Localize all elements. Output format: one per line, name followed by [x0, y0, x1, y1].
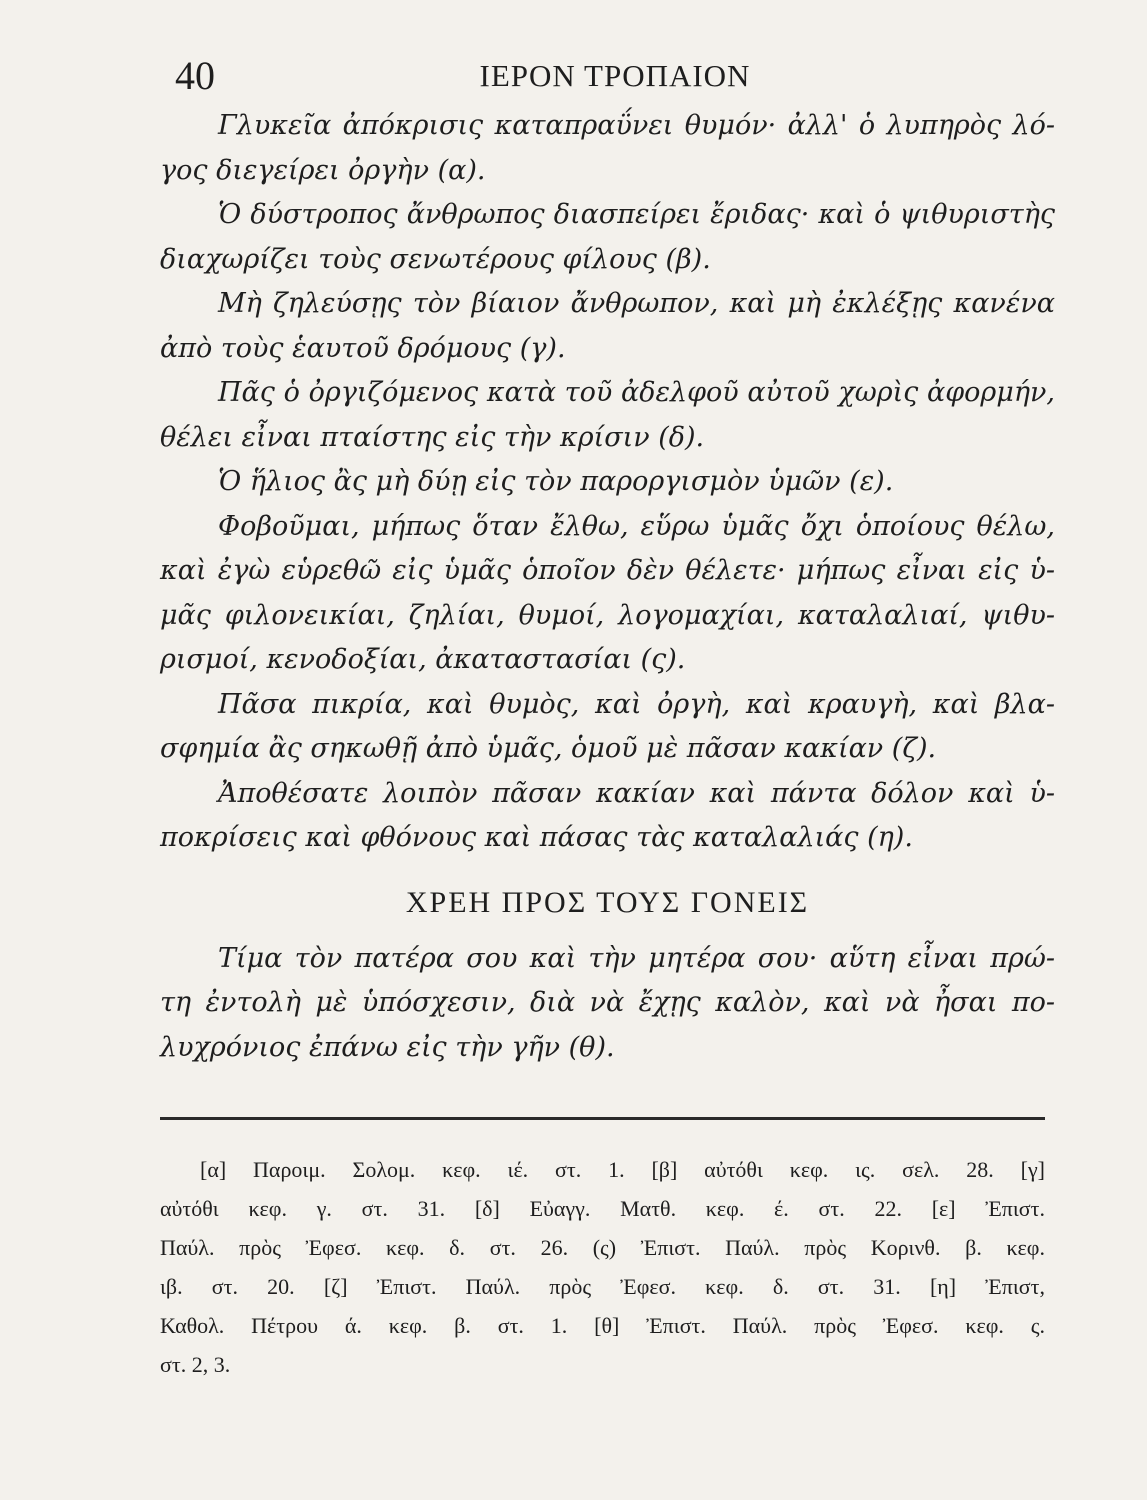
- text-line: Ὁ ἥλιος ἂς μὴ δύῃ εἰς τὸν παροργισμὸν ὑμῶν (ε).: [218, 466, 894, 497]
- section-heading: ΧΡΕΗ ΠΡΟΣ ΤΟΥΣ ΓΟΝΕΙΣ: [405, 885, 810, 919]
- text-line: ποκρίσεις καὶ φθόνους καὶ πάσας τὰς καταλαλιάς (η).: [160, 822, 913, 853]
- page-number: 40: [175, 53, 215, 98]
- text-line: θέλει εἶναι πταίστης εἰς τὴν κρίσιν (δ).: [160, 421, 705, 453]
- text-line: Τίμα τὸν πατέρα σου καὶ τὴν μητέρα σου· αὕτη εἶναι πρώ-: [218, 942, 1055, 974]
- text-line: Ἀποθέσατε λοιπὸν πᾶσαν κακίαν καὶ πάντα δόλον καὶ ὑ-: [218, 777, 1055, 809]
- text-line: γος διεγείρει ὀργὴν (α).: [160, 154, 486, 186]
- text-line: Φοβοῦμαι, μήπως ὅταν ἔλθω, εὕρω ὑμᾶς ὄχι ὁποίους θέλω,: [218, 510, 1055, 542]
- text-line: μᾶς φιλονεικίαι, ζηλίαι, θυμοί, λογομαχίαι, καταλαλιαί, ψιθυ-: [160, 599, 1055, 631]
- footnote-line: Καθολ. Πέτρου ά. κεφ. β. στ. 1. [θ] Ἐπιστ. Παύλ. πρὸς Ἐφεσ. κεφ. ς.: [160, 1313, 1045, 1338]
- text-line: Γλυκεῖα ἀπόκρισις καταπραΰνει θυμόν· ἀλλ' ὁ λυπηρὸς λό-: [218, 110, 1055, 141]
- footnote-line: [α] Παροιμ. Σολομ. κεφ. ιέ. στ. 1. [β] αὐτόθι κεφ. ις. σελ. 28. [γ]: [200, 1157, 1045, 1182]
- text-line: καὶ ἐγὼ εὑρεθῶ εἰς ὑμᾶς ὁποῖον δὲν θέλετε· μήπως εἶναι εἰς ὑ-: [160, 555, 1055, 586]
- footnote-line: στ. 2, 3.: [160, 1352, 231, 1377]
- text-line: ἀπὸ τοὺς ἑαυτοῦ δρόμους (γ).: [160, 332, 566, 364]
- footnote-line: αὐτόθι κεφ. γ. στ. 31. [δ] Εὐαγγ. Ματθ. κεφ. έ. στ. 22. [ε] Ἐπιστ.: [160, 1196, 1045, 1221]
- text-line: διαχωρίζει τοὺς σενωτέρους φίλους (β).: [160, 243, 711, 275]
- main-text: [160, 104, 1055, 1070]
- text-line: τη ἐντολὴ μὲ ὑπόσχεσιν, διὰ νὰ ἔχῃς καλὸν, καὶ νὰ ἦσαι πο-: [160, 987, 1055, 1018]
- text-line: Ὁ δύστροπος ἄνθρωπος διασπείρει ἔριδας· καὶ ὁ ψιθυριστὴς: [218, 199, 1055, 230]
- running-title: ΙΕΡΟΝ ΤΡΟΠΑΙΟΝ: [479, 58, 751, 93]
- section-spacer: [160, 927, 1055, 937]
- text-line: Πᾶς ὁ ὀργιζόμενος κατὰ τοῦ ἀδελφοῦ αὐτοῦ χωρὶς ἀφορμήν,: [218, 377, 1055, 408]
- footnote-line: ιβ. στ. 20. [ζ] Ἐπιστ. Παύλ. πρὸς Ἐφεσ. κεφ. δ. στ. 31. [η] Ἐπιστ,: [160, 1274, 1045, 1299]
- text-line: σφημία ἂς σηκωθῇ ἀπὸ ὑμᾶς, ὁμοῦ μὲ πᾶσαν κακίαν (ζ).: [160, 733, 937, 764]
- text-line: ρισμοί, κενοδοξίαι, ἀκαταστασίαι (ς).: [160, 644, 686, 675]
- text-line: Πᾶσα πικρία, καὶ θυμὸς, καὶ ὀργὴ, καὶ κραυγὴ, καὶ βλα-: [218, 688, 1055, 720]
- text-line: λυχρόνιος ἐπάνω εἰς τὴν γῆν (θ).: [160, 1031, 615, 1063]
- page-header: [175, 52, 1055, 102]
- footnotes: [160, 1150, 1045, 1384]
- footnote-line: Παύλ. πρὸς Ἐφεσ. κεφ. δ. στ. 26. (ς) Ἐπιστ. Παύλ. πρὸς Κορινθ. β. κεφ.: [160, 1235, 1045, 1260]
- text-line: Μὴ ζηλεύσῃς τὸν βίαιον ἄνθρωπον, καὶ μὴ ἐκλέξῃς κανένα: [218, 288, 1055, 319]
- footnote-divider: [160, 1117, 1045, 1120]
